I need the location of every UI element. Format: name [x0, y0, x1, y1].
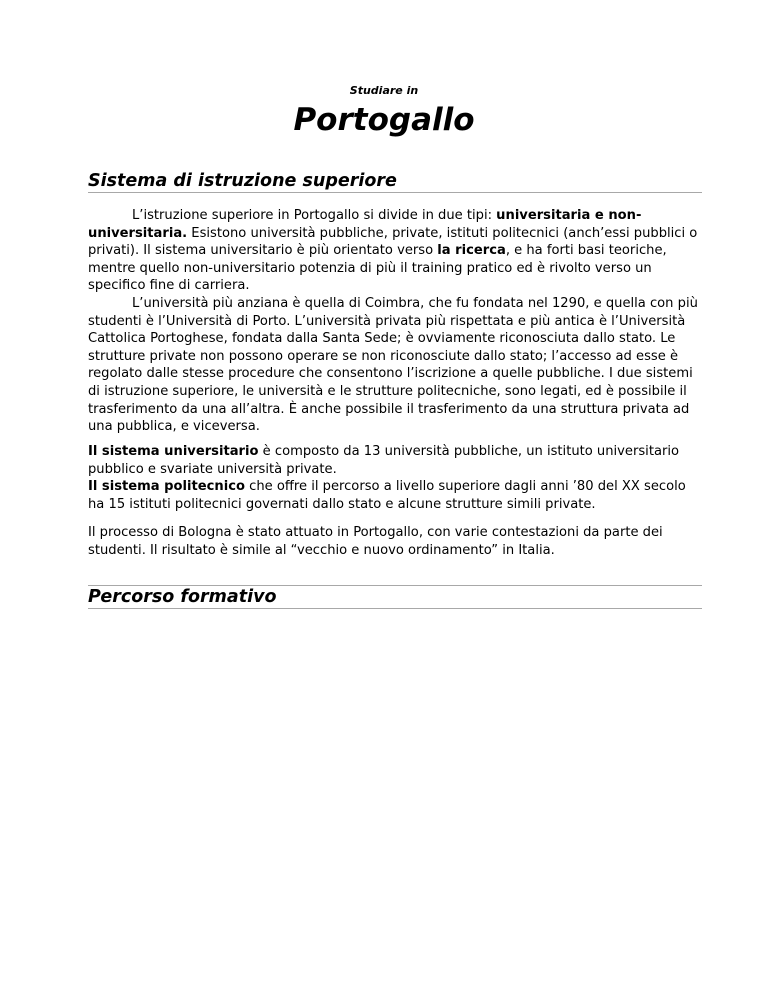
- section-body-istruzione: [88, 207, 704, 436]
- document-title: Portogallo: [293, 102, 475, 138]
- text-bologna: Il processo di Bologna è stato attuato in Portogallo, con varie contestazioni da parte dei studenti. Il risultato è simile al “vecchio e nuovo ordinamento” in Italia.: [88, 525, 663, 558]
- paragraph-bologna: [88, 524, 704, 559]
- paragraph-universita: L’università più anziana è quella di Coimbra, che fu fondata nel 1290, e quella con più studenti è l’Università di Porto. L’università privata più rispettata e più antica è l’Università Cattolica Portoghese, fondata dalla Santa Sede; è ovviamente riconosciuta dallo stato. Le strutture private non possono operare se non riconosciute dallo stato; l’accesso ad esse è regolato dalle stesse procedure che consentono l’iscrizione a quelle pubbliche. I due sistemi di istruzione superiore, le università e le strutture politecniche, sono legati, ed è possibile il trasferimento da una all’altra. È anche possibile il trasferimento da una struttura privata ad una pubblica, e viceversa.: [88, 295, 698, 435]
- section-heading-percorso: Percorso formativo: [88, 585, 702, 609]
- bold-run: la ricerca: [437, 243, 506, 259]
- text-run: , e ha forti basi teoriche, mentre quello non-universitario potenzia di più il training pratico ed è rivolto verso un specifico fine di carriera.: [88, 243, 667, 294]
- bold-run: universitaria e non-universitaria.: [88, 208, 642, 241]
- bold-run: Il sistema politecnico: [88, 479, 245, 495]
- bold-run: Il sistema universitario: [88, 444, 259, 459]
- paragraph-tipi: [88, 207, 704, 295]
- paragraph-sistemi: [88, 443, 704, 513]
- document-subtitle: Studiare in: [349, 84, 419, 97]
- text-run: che offre il percorso a livello superiore dagli anni ’80 del XX secolo ha 15 istituti politecnici governati dallo stato e alcune strutture simili private.: [88, 479, 686, 512]
- section-heading-istruzione: Sistema di istruzione superiore: [88, 170, 702, 193]
- text-run: L’istruzione superiore in Portogallo si divide in due tipi:: [132, 208, 497, 223]
- text-run: è composto da 13 università pubbliche, un istituto universitario pubblico e svariate università private.: [88, 444, 680, 477]
- text-run: Esistono università pubbliche, private, istituti politecnici (anch’essi pubblici o privati). Il sistema universitario è più orientato verso: [88, 225, 698, 259]
- line-sistema-universitario: [88, 443, 704, 478]
- line-sistema-politecnico: [88, 478, 704, 513]
